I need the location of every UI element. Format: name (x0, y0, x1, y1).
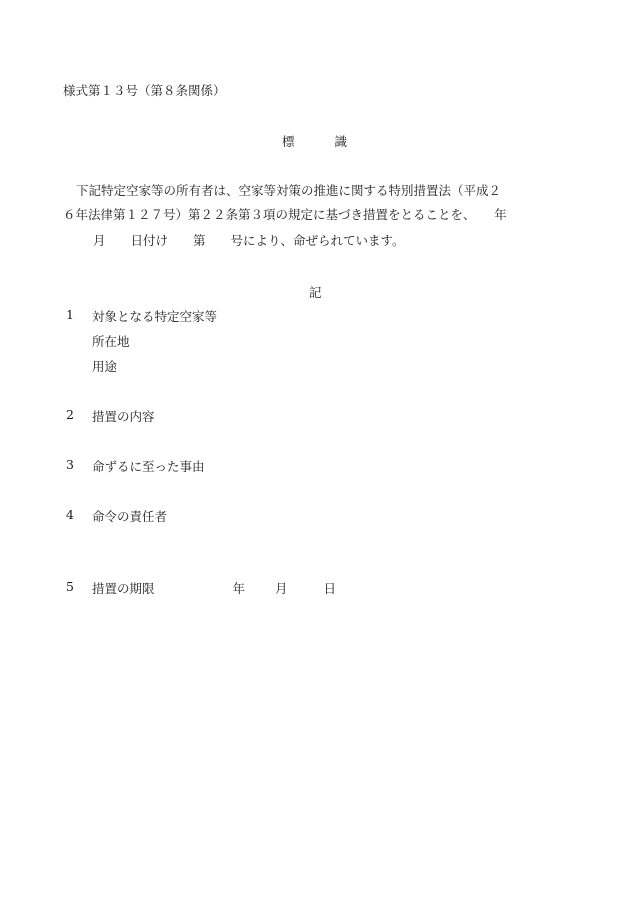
title-char-1: 標 (282, 134, 295, 149)
ki-heading: 記 (309, 285, 322, 300)
item-4-label: 命令の責任者 (92, 509, 168, 524)
item-5-row (92, 579, 336, 597)
item-5-number: 5 (66, 579, 74, 594)
deadline-day: 日 (323, 581, 337, 596)
item-4-number: 4 (66, 507, 74, 522)
item-2-label: 措置の内容 (92, 409, 155, 424)
body-line-3: 月 日付け 第 号により、命ぜられています。 (93, 233, 405, 248)
item-2-number: 2 (66, 407, 74, 422)
deadline-year: 年 (232, 581, 246, 596)
item-3-number: 3 (66, 457, 74, 472)
item-1-location: 所在地 (92, 334, 130, 349)
item-1-label: 対象となる特定空家等 (92, 309, 218, 324)
item-3-label: 命ずるに至った事由 (92, 459, 205, 474)
body-line-2: ６年法律第１２７号）第２２条第３項の規定に基づき措置をとることを、 年 (63, 207, 507, 222)
item-1-usage: 用途 (92, 359, 118, 374)
item-5-label: 措置の期限 (92, 581, 155, 596)
body-line-1: 下記特定空家等の所有者は、空家等対策の推進に関する特別措置法（平成２ (76, 183, 502, 198)
deadline-month: 月 (275, 581, 288, 596)
title-char-2: 識 (334, 134, 348, 149)
deadline-date (233, 579, 337, 597)
form-number: 様式第１３号（第８条関係） (63, 83, 226, 98)
item-1-number: 1 (66, 307, 74, 322)
document-title (282, 132, 347, 150)
